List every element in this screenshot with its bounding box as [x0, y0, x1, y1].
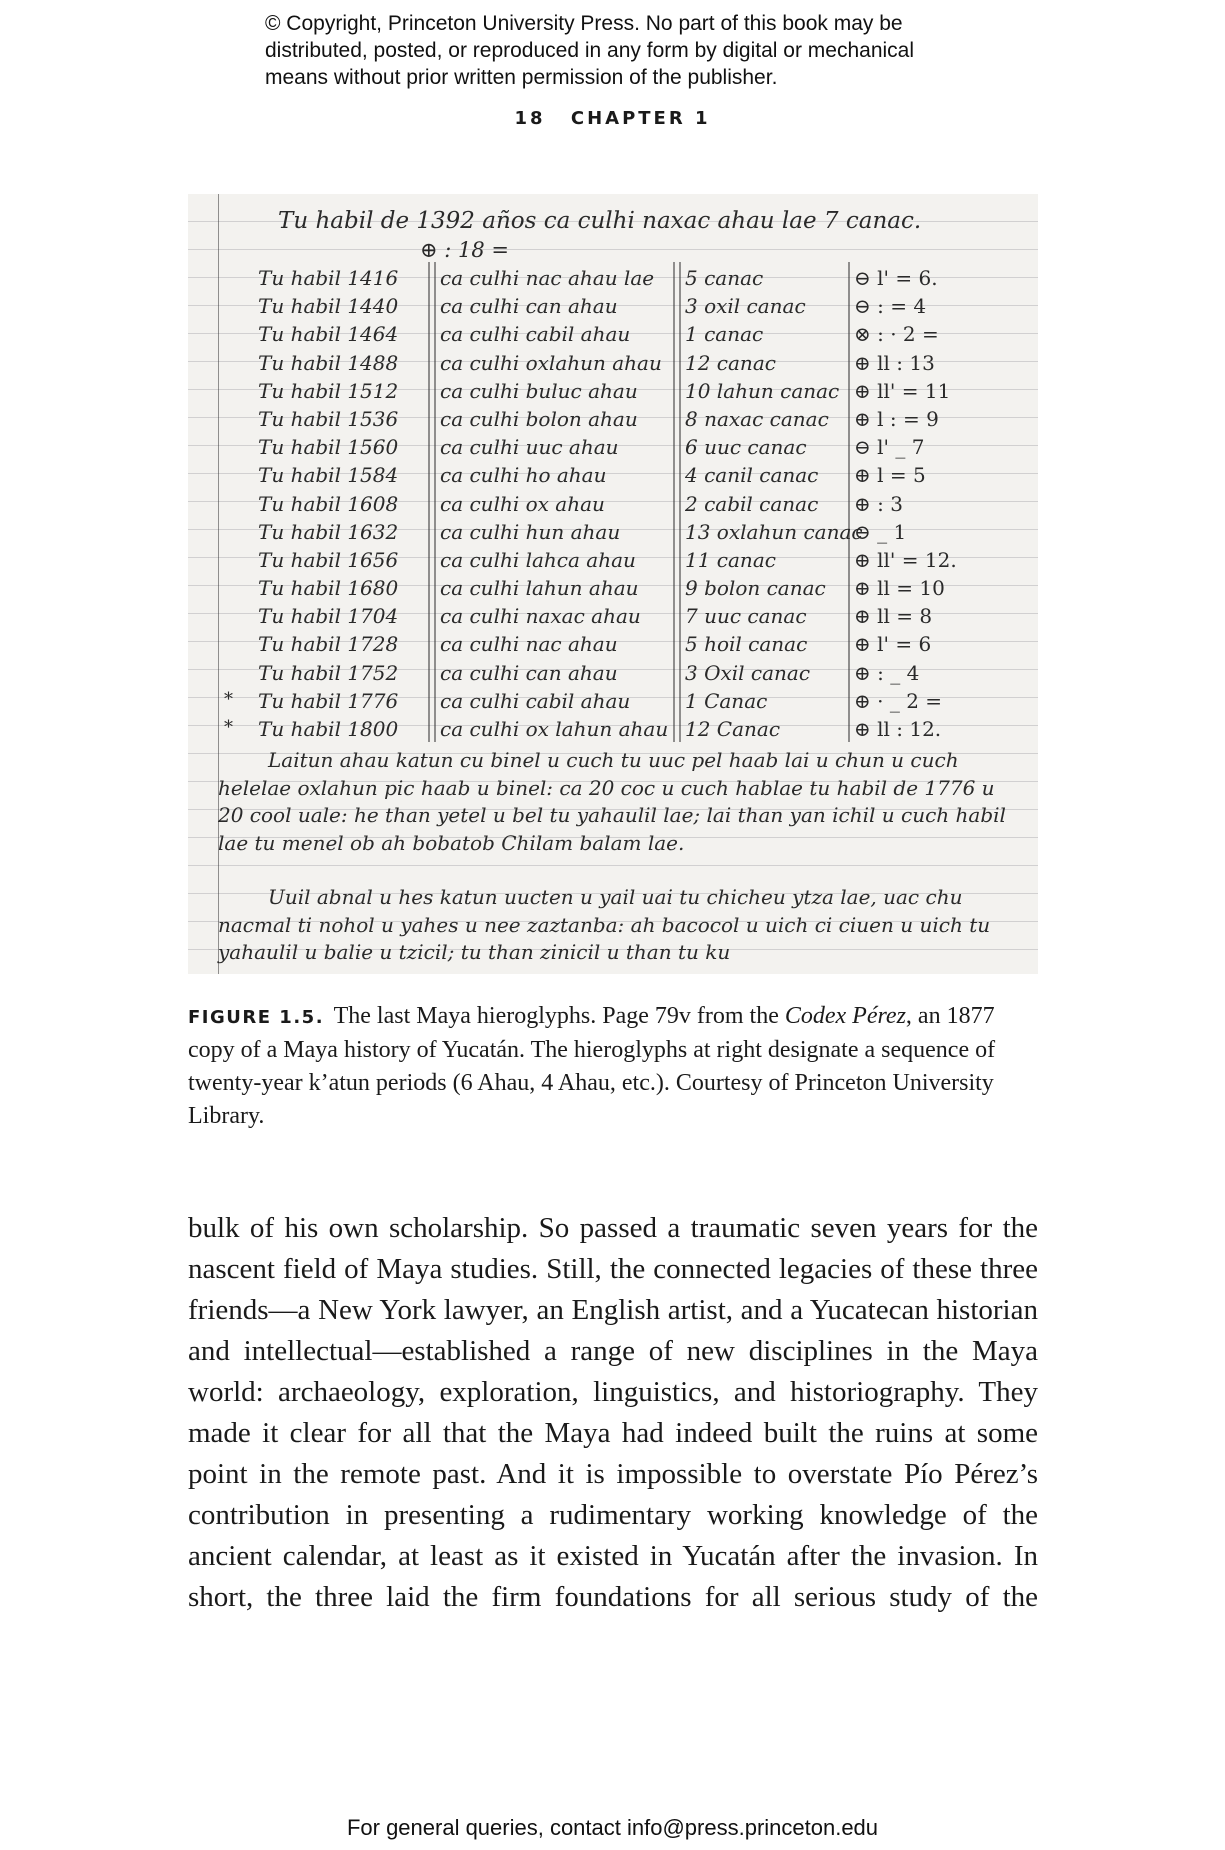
body-text	[188, 1208, 1038, 1618]
row-year: Tu habil 1584	[258, 463, 399, 488]
row-text: ca culhi ox ahau	[440, 491, 605, 516]
row-glyph: ⊕ l = 5	[854, 463, 926, 488]
row-canac: 5 canac	[685, 266, 764, 290]
row-glyph: ⊗ : · 2 =	[854, 322, 939, 347]
manuscript-row	[224, 687, 1024, 715]
row-text: ca culhi cabil ahau	[440, 688, 631, 713]
manuscript-row	[224, 320, 1024, 348]
manuscript-row	[224, 377, 1024, 405]
manuscript-row	[224, 659, 1024, 687]
page-number: 18	[514, 108, 546, 129]
body-line: and intellectual—established a range of new disciplines in the Maya	[188, 1335, 1038, 1367]
manuscript-row	[224, 630, 1024, 658]
manuscript-title: Tu habil de 1392 años ca culhi naxac ahau lae 7 canac.	[278, 208, 922, 234]
footer-contact: For general queries, contact info@press.princeton.edu	[346, 1815, 879, 1840]
row-year: Tu habil 1512	[258, 378, 399, 403]
row-year: Tu habil 1536	[258, 406, 399, 431]
row-year: Tu habil 1728	[258, 632, 399, 657]
row-glyph: ⊖ l' _ 7	[854, 435, 925, 460]
row-year: Tu habil 1704	[258, 604, 399, 629]
copyright-line: distributed, posted, or reproduced in any form by digital or mechanical	[265, 39, 915, 62]
manuscript-row	[224, 546, 1024, 574]
manuscript-row	[224, 490, 1024, 518]
row-canac: 12 Canac	[685, 717, 781, 741]
row-year: Tu habil 1416	[258, 266, 399, 290]
row-glyph: ⊖ l' = 6.	[854, 266, 938, 290]
body-line: made it clear for all that the Maya had indeed built the ruins at some	[188, 1417, 1038, 1449]
asterisk-mark: *	[224, 717, 233, 738]
body-line: bulk of his own scholarship. So passed a traumatic seven years for the	[188, 1212, 1038, 1244]
manuscript-table	[224, 264, 1024, 743]
manuscript-row	[224, 715, 1024, 743]
row-text: ca culhi cabil ahau	[440, 322, 631, 347]
body-line: contribution in presenting a rudimentary working knowledge of the	[188, 1499, 1038, 1531]
row-canac: 9 bolon canac	[685, 576, 826, 601]
row-year: Tu habil 1680	[258, 576, 399, 601]
row-canac: 8 naxac canac	[685, 406, 829, 431]
body-line: ancient calendar, at least as it existed in Yucatán after the invasion. In	[188, 1540, 1038, 1572]
row-year: Tu habil 1656	[258, 547, 399, 572]
margin-rule	[218, 194, 219, 974]
manuscript-row	[224, 292, 1024, 320]
body-line: short, the three laid the firm foundations for all serious study of the	[188, 1581, 1038, 1613]
row-canac: 4 canil canac	[685, 463, 819, 488]
row-glyph: ⊕ · _ 2 =	[854, 688, 943, 713]
copyright-line: means without prior written permission of the publisher.	[265, 66, 778, 89]
row-canac: 6 uuc canac	[685, 435, 807, 460]
row-glyph: ⊕ l' = 6	[854, 632, 932, 657]
row-glyph: ⊕ ll : 12.	[854, 717, 942, 741]
row-text: ca culhi ox lahun ahau	[440, 717, 669, 741]
row-text: ca culhi can ahau	[440, 294, 618, 319]
row-text: ca culhi bolon ahau	[440, 406, 638, 431]
row-canac: 13 oxlahun canac	[685, 519, 863, 544]
caption-italic-title: Codex Pérez	[784, 1003, 906, 1029]
body-line: friends—a New York lawyer, an English artist, and a Yucatecan historian	[188, 1294, 1038, 1326]
row-canac: 3 oxil canac	[685, 294, 806, 319]
manuscript-row	[224, 433, 1024, 461]
row-year: Tu habil 1608	[258, 491, 399, 516]
asterisk-mark: *	[224, 688, 233, 710]
row-year: Tu habil 1464	[258, 322, 399, 347]
row-text: ca culhi nac ahau	[440, 632, 618, 657]
row-glyph: ⊕ : 3	[854, 491, 903, 516]
row-text: ca culhi naxac ahau	[440, 604, 641, 629]
row-canac: 7 uuc canac	[685, 604, 807, 629]
running-head	[0, 108, 1225, 129]
row-year: Tu habil 1560	[258, 435, 399, 460]
row-canac: 1 Canac	[685, 688, 768, 713]
row-glyph: ⊖ : = 4	[854, 294, 927, 319]
row-glyph: ⊖ _ 1	[854, 519, 907, 544]
row-glyph: ⊕ ll : 13	[854, 350, 935, 375]
caption-text: , an 1877 copy of a Maya history of Yucatán. The hieroglyphs at right designate a sequence of twenty-year k’atun periods (6 Ahau, 4 Ahau, etc.). Courtesy of Princeton University Library.	[188, 1003, 996, 1129]
row-text: ca culhi lahca ahau	[440, 547, 636, 572]
manuscript-paragraph: Uuil abnal u hes katun uucten u yail uai tu chicheu ytza lae, uac chu nacmal ti nohol u yahes u nee zaztanba: ah bacocol u uich ci ciuen u uich tu yahaulil u balie u tzicil; tu than zinicil u than tu ku	[218, 885, 991, 964]
manuscript-row	[224, 602, 1024, 630]
row-year: Tu habil 1752	[258, 660, 399, 685]
row-canac: 5 hoil canac	[685, 632, 808, 657]
row-canac: 10 lahun canac	[685, 378, 840, 403]
manuscript-subhead: ⊕ : 18 =	[420, 238, 510, 262]
row-canac: 2 cabil canac	[685, 491, 819, 516]
row-year: Tu habil 1776	[258, 688, 399, 713]
manuscript-figure	[188, 194, 1038, 974]
copyright-notice	[265, 10, 1025, 91]
row-glyph: ⊕ ll = 8	[854, 604, 933, 629]
caption-text: The last Maya hieroglyphs. Page 79v from the	[333, 1003, 785, 1029]
row-text: ca culhi buluc ahau	[440, 378, 638, 403]
manuscript-row	[224, 574, 1024, 602]
manuscript-row	[224, 461, 1024, 489]
row-year: Tu habil 1632	[258, 519, 399, 544]
body-line: point in the remote past. And it is impossible to overstate Pío Pérez’s	[188, 1458, 1038, 1490]
row-glyph: ⊕ l : = 9	[854, 406, 939, 431]
manuscript-row	[224, 405, 1024, 433]
row-canac: 11 canac	[685, 547, 776, 572]
manuscript-row	[224, 349, 1024, 377]
row-canac: 3 Oxil canac	[685, 660, 811, 685]
manuscript-row	[224, 264, 1024, 292]
copyright-line: © Copyright, Princeton University Press. No part of this book may be	[265, 12, 903, 35]
manuscript-paragraph: Laitun ahau katun cu binel u cuch tu uuc pel haab lai u chun u cuch helelae oxlahun pic haab u binel: ca 20 coc u cuch hablae tu habil de 1776 u 20 cool uale: he than yetel u bel tu yahaulil lae; lai than yan ichil u cuch habil lae tu menel ob ah bobatob Chilam balam lae.	[218, 748, 1006, 855]
row-glyph: ⊕ ll' = 11	[854, 378, 951, 403]
row-glyph: ⊕ ll = 10	[854, 576, 945, 601]
row-text: ca culhi uuc ahau	[440, 435, 619, 460]
row-text: ca culhi can ahau	[440, 660, 618, 685]
row-year: Tu habil 1488	[258, 350, 399, 375]
figure-caption	[188, 1000, 1038, 1133]
row-canac: 12 canac	[685, 350, 776, 375]
body-line: world: archaeology, exploration, linguistics, and historiography. They	[188, 1376, 1038, 1408]
row-year: Tu habil 1800	[258, 717, 399, 741]
row-canac: 1 canac	[685, 322, 764, 347]
row-text: ca culhi nac ahau lae	[440, 266, 655, 290]
row-text: ca culhi lahun ahau	[440, 576, 639, 601]
row-text: ca culhi oxlahun ahau	[440, 350, 662, 375]
chapter-label: CHAPTER 1	[570, 108, 711, 129]
row-text: ca culhi hun ahau	[440, 519, 621, 544]
row-glyph: ⊕ ll' = 12.	[854, 547, 957, 572]
row-glyph: ⊕ : _ 4	[854, 660, 920, 685]
row-text: ca culhi ho ahau	[440, 463, 607, 488]
body-line: nascent field of Maya studies. Still, the connected legacies of these three	[188, 1253, 1038, 1285]
manuscript-row	[224, 518, 1024, 546]
row-year: Tu habil 1440	[258, 294, 399, 319]
figure-label: FIGURE 1.5.	[188, 1007, 325, 1028]
